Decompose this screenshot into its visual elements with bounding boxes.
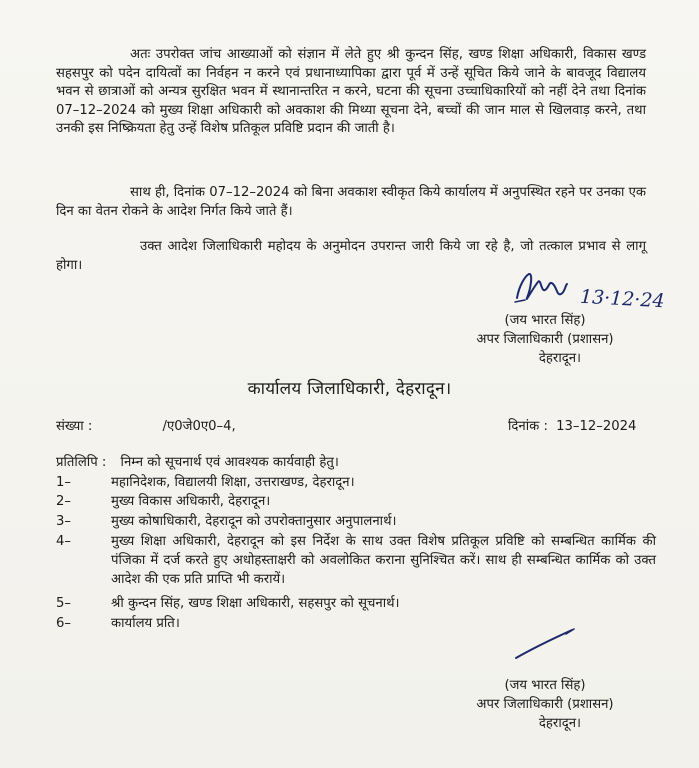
copy-item-text: कार्यालय प्रति। bbox=[111, 616, 180, 631]
copy-item bbox=[56, 492, 656, 511]
signatory-name: (जय भारत सिंह) bbox=[504, 313, 586, 328]
copy-item-text: श्री कुन्दन सिंह, खण्ड शिक्षा अधिकारी, सहसपुर को सूचनार्थ। bbox=[111, 596, 400, 611]
copy-item-number: 3– bbox=[56, 514, 71, 529]
copy-to-label: प्रतिलिपि : bbox=[56, 455, 107, 470]
signature-block-bottom bbox=[470, 676, 620, 733]
copy-item-number: 1– bbox=[56, 475, 71, 490]
copy-item bbox=[56, 473, 656, 492]
reference-number-label: संख्या : bbox=[56, 419, 93, 434]
copy-item-text: मुख्य शिक्षा अधिकारी, देहरादून को इस निर्देश के साथ उक्त विशेष प्रतिकूल प्रविष्टि को सम्बन्धित कार्मिक की पंजिका में दर्ज करते हुए अधोहस्ताक्षरी को अवलोकित कराना सुनिश्चित करें। साथ ही सम्बन्धित कार्मिक को उक्त आदेश की एक प्रति प्राप्ति भी करायें। bbox=[111, 534, 656, 587]
signatory-place: देहरादून। bbox=[538, 716, 582, 731]
signatory-place: देहरादून। bbox=[538, 351, 582, 366]
signatory-name: (जय भारत सिंह) bbox=[504, 678, 586, 693]
copy-to-intro bbox=[56, 452, 339, 470]
order-paragraph-1: अतः उपरोक्त जांच आख्याओं को संज्ञान में लेते हुए श्री कुन्दन सिंह, खण्ड शिक्षा अधिकारी, विकास खण्ड सहसपुर को पदेन दायित्वों का निर्वहन न करने एवं प्रधानाध्यापिका द्वारा पूर्व में उन्हें सूचित किये जाने के बावजूद विद्यालय भवन से छात्राओं को अन्यत्र सुरक्षित भवन में स्थानान्तरित न करने, घटना की सूचना उच्चाधिकारियों को नहीं देने तथा दिनांक 07–12–2024 को मुख्य शिक्षा अधिकारी को अवकाश की मिथ्या सूचना देने, बच्चों की जान माल से खिलवाड़ करने, तथा उनकी इस निष्क्रियता हेतु उन्हें विशेष प्रतिकूल प्रविष्टि प्रदान की जाती है। bbox=[56, 47, 646, 137]
reference-date-label: दिनांक : bbox=[508, 419, 548, 434]
order-paragraph-3: उक्त आदेश जिलाधिकारी महोदय के अनुमोदन उपरान्त जारी किये जा रहे है, जो तत्काल प्रभाव से लागू होगा। bbox=[56, 239, 646, 273]
copy-item-number: 6– bbox=[56, 616, 71, 631]
copy-item-number: 2– bbox=[56, 494, 71, 509]
copy-item bbox=[56, 512, 656, 531]
copy-item-number: 5– bbox=[56, 596, 71, 611]
handwritten-signature-top bbox=[505, 268, 585, 308]
reference-number-value: /ए0जे0ए0–4, bbox=[162, 419, 236, 434]
office-heading: कार्यालय जिलाधिकारी, देहरादून। bbox=[247, 379, 452, 399]
signatory-designation: अपर जिलाधिकारी (प्रशासन) bbox=[476, 697, 614, 712]
reference-date-value: 13–12–2024 bbox=[556, 419, 637, 434]
signatory-designation: अपर जिलाधिकारी (प्रशासन) bbox=[476, 332, 614, 347]
copy-item-text: मुख्य कोषाधिकारी, देहरादून को उपरोक्तानुसार अनुपालनार्थ। bbox=[111, 514, 397, 529]
copy-item bbox=[56, 532, 656, 589]
copy-to-intro-text: निम्न को सूचनार्थ एवं आवश्यक कार्यवाही हेतु। bbox=[120, 455, 339, 470]
copy-item-text: मुख्य विकास अधिकारी, देहरादून। bbox=[111, 494, 271, 509]
copy-item bbox=[56, 594, 656, 613]
handwritten-signature-bottom bbox=[510, 624, 580, 664]
copy-item-number: 4– bbox=[56, 534, 71, 549]
reference-date bbox=[508, 416, 636, 434]
copy-item-text: महानिदेशक, विद्यालयी शिक्षा, उत्तराखण्ड, देहरादून। bbox=[111, 475, 355, 490]
order-paragraph-2: साथ ही, दिनांक 07–12–2024 को बिना अवकाश स्वीकृत किये कार्यालय में अनुपस्थित रहने पर उनका एक दिन का वेतन रोकने के आदेश निर्गत किये जाते हैं। bbox=[56, 185, 646, 219]
reference-number bbox=[56, 416, 236, 434]
handwritten-date: 13·12·24 bbox=[579, 285, 666, 313]
signature-block-top bbox=[470, 311, 620, 368]
